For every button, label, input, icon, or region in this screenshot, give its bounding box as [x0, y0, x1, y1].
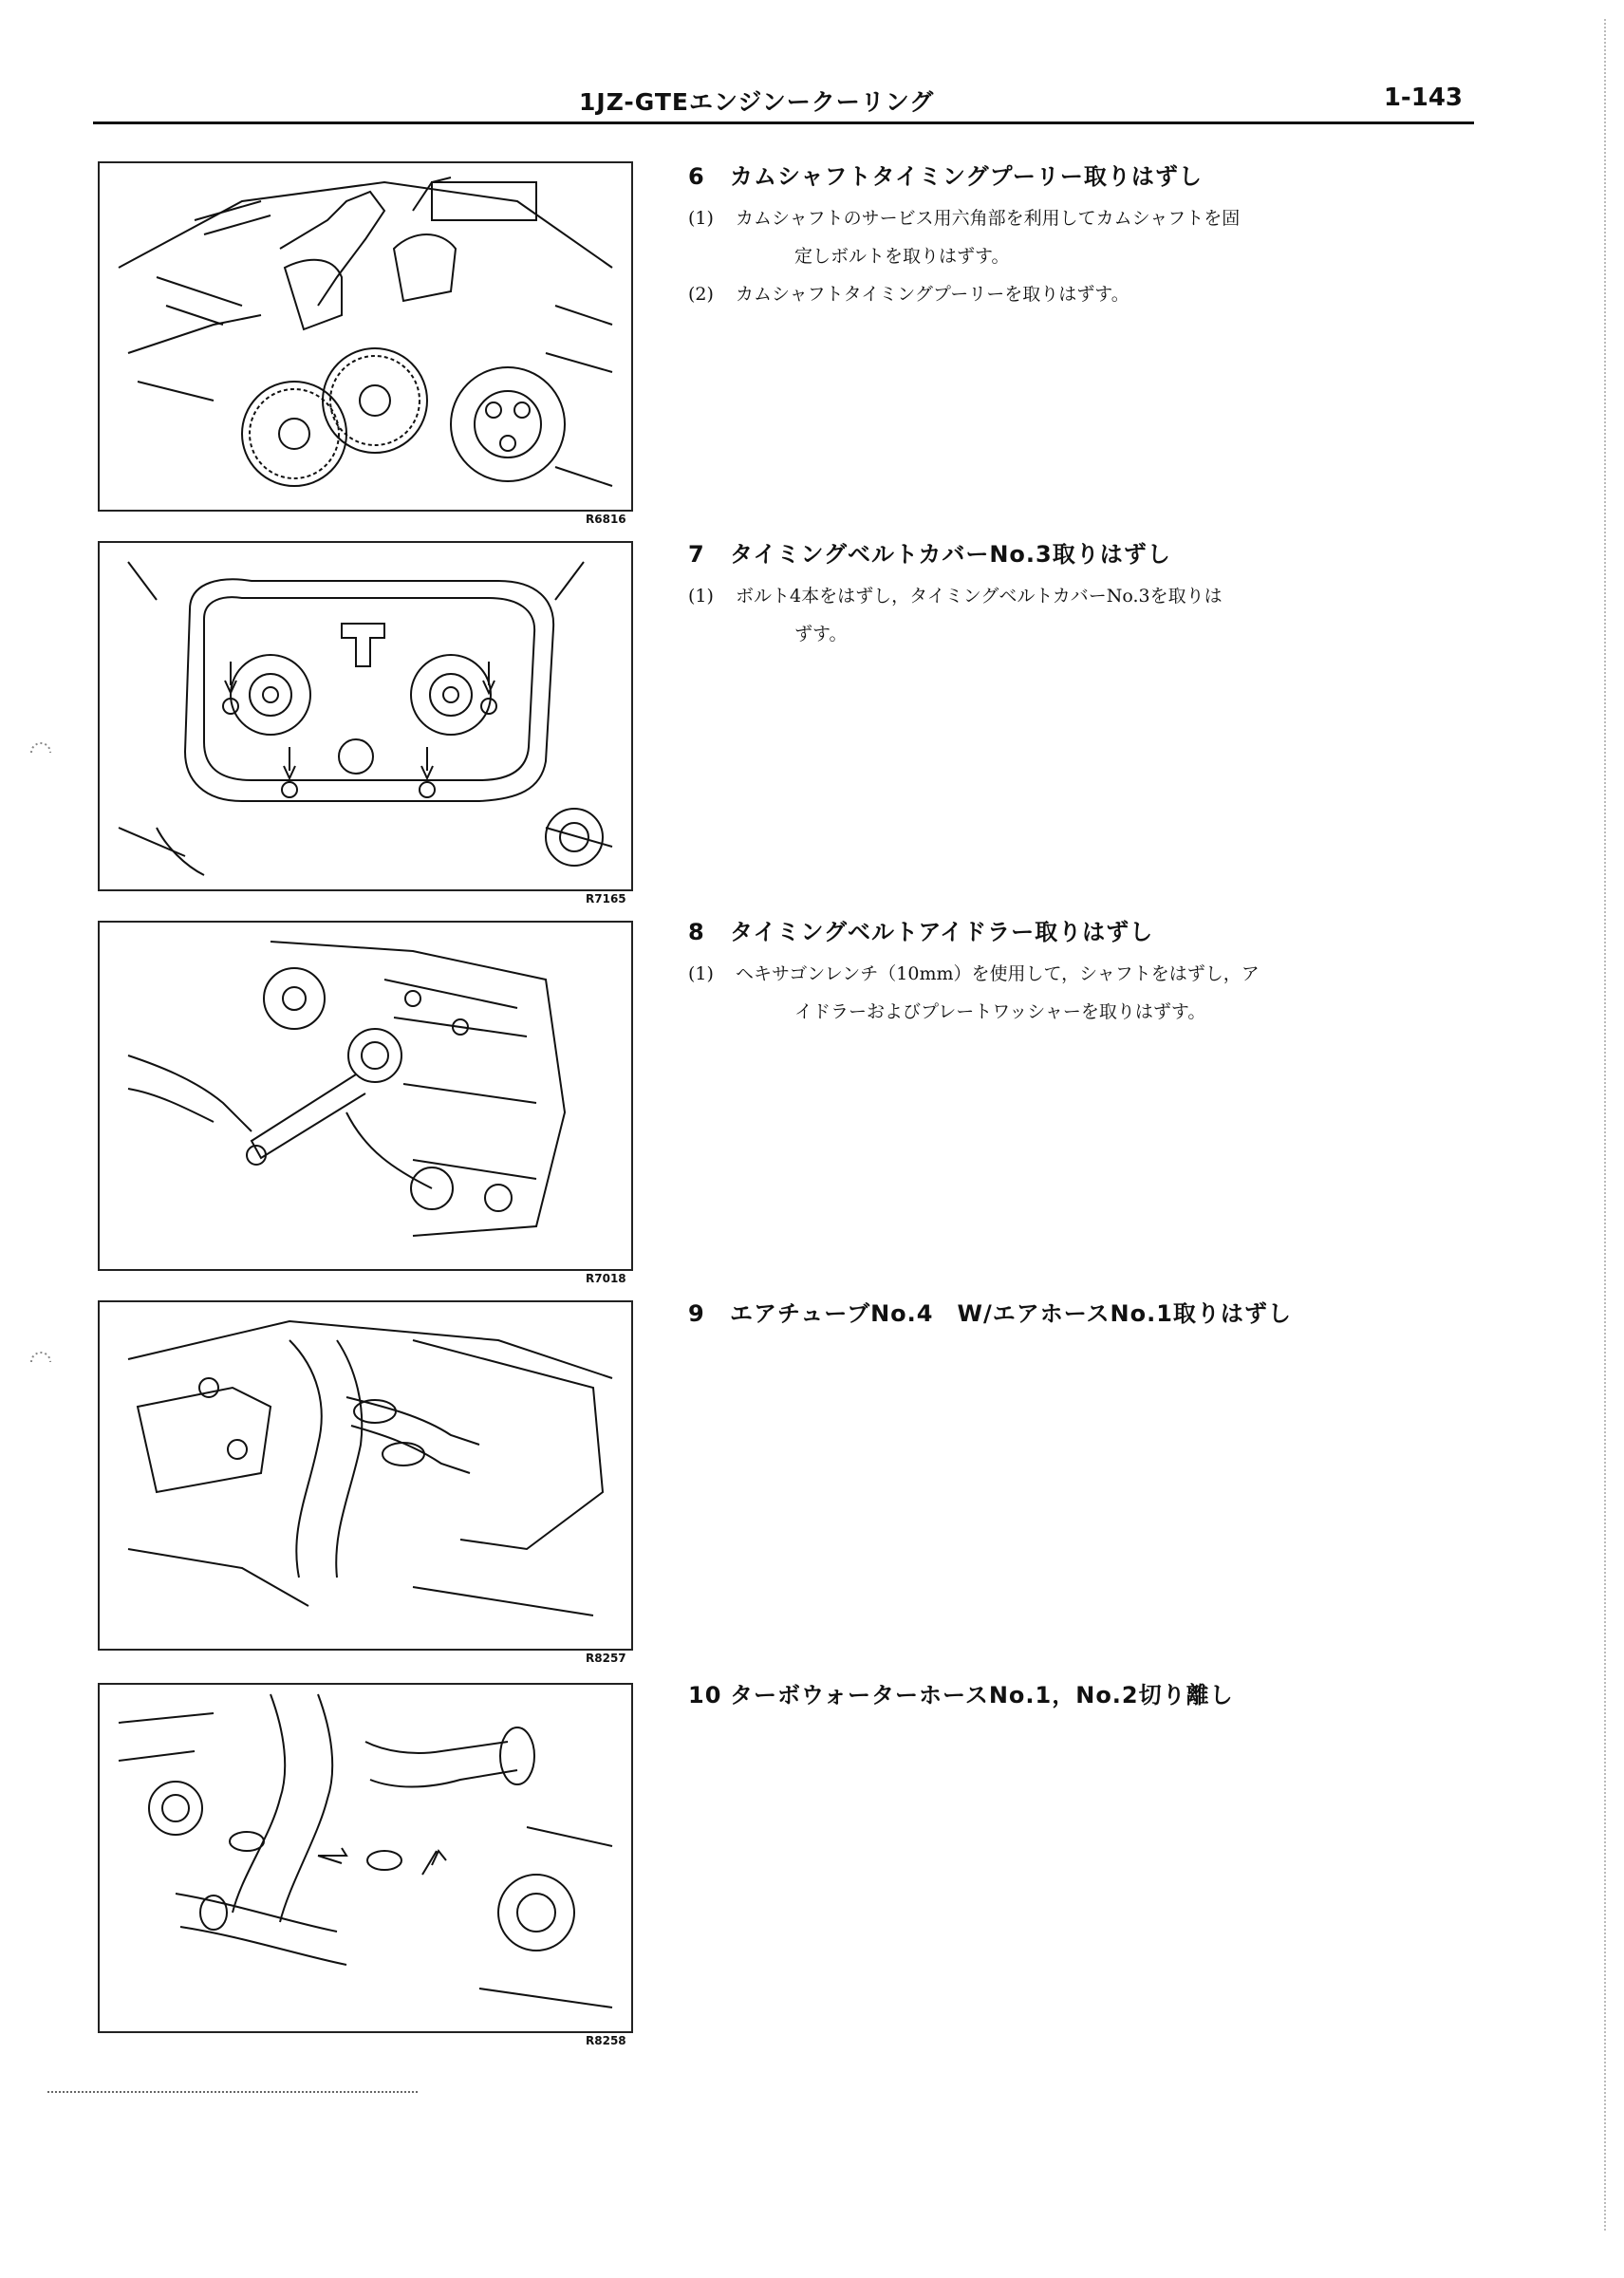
figure-air-tube: [98, 1300, 633, 1651]
substep-number: (2): [688, 284, 714, 305]
page-header-title: 1JZ-GTEエンジンークーリング: [579, 88, 935, 116]
step-title: [688, 1680, 1476, 1710]
substep: [688, 199, 1476, 275]
substep: [688, 577, 1476, 653]
engine-illustration-2: [100, 543, 631, 889]
step-number: 6: [688, 163, 705, 190]
substep: [688, 955, 1476, 1031]
step-title: [688, 917, 1476, 947]
substep-text: カムシャフトタイミングプーリーを取りはずす。: [736, 284, 1129, 305]
step-title-text: ターボウォーターホースNo.1，No.2切り離し: [730, 1682, 1234, 1708]
step-title-text: タイミングベルトアイドラー取りはずし: [730, 919, 1154, 945]
figure-code: R8257: [586, 1652, 626, 1665]
step-number: 7: [688, 541, 705, 568]
margin-dotted-line: [1604, 19, 1606, 2231]
figure-code: R7165: [586, 892, 626, 906]
header-divider: [93, 121, 1474, 124]
page-number: 1-143: [1383, 84, 1463, 112]
substep-text-cont: ずす。: [794, 624, 848, 644]
figure-code: R8258: [586, 2034, 626, 2047]
step-title: [688, 161, 1476, 192]
step-title: [688, 1298, 1476, 1329]
substep-number: (1): [688, 208, 714, 229]
engine-illustration-4: [100, 1302, 631, 1649]
substep-text: ボルト4本をはずし，タイミングベルトカバーNo.3を取りは: [736, 586, 1223, 607]
binding-hole-mark: [27, 738, 55, 767]
figure-turbo-water-hose: [98, 1683, 633, 2033]
substep-text: ヘキサゴンレンチ（10mm）を使用して，シャフトをはずし，ア: [736, 963, 1260, 984]
step-7: [688, 539, 1476, 653]
substep: [688, 275, 1476, 313]
binding-hole-mark: [27, 1348, 55, 1376]
step-title-text: エアチューブNo.4 W/エアホースNo.1取りはずし: [730, 1300, 1292, 1327]
step-number: 9: [688, 1300, 705, 1327]
step-title: [688, 539, 1476, 570]
step-8: [688, 917, 1476, 1031]
engine-illustration-5: [100, 1685, 631, 2031]
substep-text-cont: 定しボルトを取りはずす。: [794, 246, 1010, 267]
footer-dotted-line: [47, 2091, 418, 2093]
figure-idler: [98, 921, 633, 1271]
engine-illustration-3: [100, 923, 631, 1269]
step-number: 8: [688, 919, 705, 945]
figure-camshaft-pulley: [98, 161, 633, 512]
step-10: [688, 1680, 1476, 1710]
engine-illustration-1: [100, 163, 631, 510]
figure-code: R6816: [586, 513, 626, 526]
step-6: [688, 161, 1476, 313]
substep-text: カムシャフトのサービス用六角部を利用してカムシャフトを固: [736, 208, 1241, 229]
step-number: 10: [688, 1682, 722, 1708]
substep-number: (1): [688, 586, 714, 607]
step-9: [688, 1298, 1476, 1329]
figure-timing-belt-cover: [98, 541, 633, 891]
figure-code: R7018: [586, 1272, 626, 1285]
step-title-text: カムシャフトタイミングプーリー取りはずし: [730, 163, 1203, 190]
substep-text-cont: イドラーおよびプレートワッシャーを取りはずす。: [794, 1001, 1206, 1022]
substep-number: (1): [688, 963, 714, 984]
step-title-text: タイミングベルトカバーNo.3取りはずし: [730, 541, 1171, 568]
